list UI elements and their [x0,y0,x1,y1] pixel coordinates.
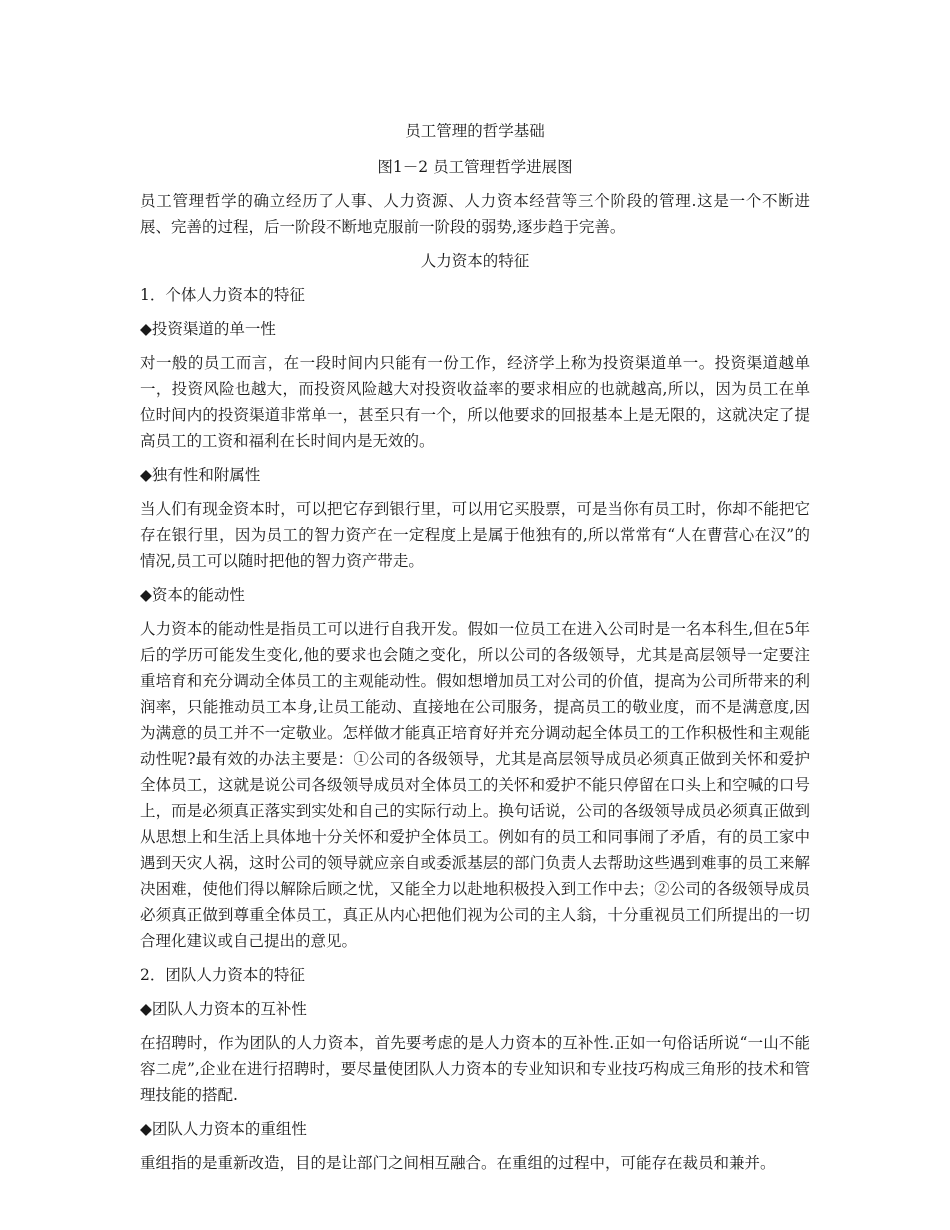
section-title: 人力资本的特征 [420,252,530,270]
document-body [140,118,810,1184]
item-heading-investment-channel: ◆投资渠道的单一性 [140,320,276,338]
item-text-initiative: 人力资本的能动性是指员工可以进行自我开发。假如一位员工在进入公司时是一名本科生,但在5年后的学历可能发生变化,他的要求也会随之变化，所以公司的各级领导，尤其是高层领导一定要注重培育和充分调动全体员工的主观能动性。假如想增加员工对公司的价值，提高为公司所带来的利润率，只能推动员工本身,让员工能动、直接地在公司服务，提高员工的敬业度，而不是满意度,因为满意的员工并不一定敬业。怎样做才能真正培育好并充分调动起全体员工的工作积极性和主观能动性呢?最有效的办法主要是：①公司的各级领导，尤其是高层领导成员必须真正做到关怀和爱护全体员工，这就是说公司各级领导成员对全体员工的关怀和爱护不能只停留在口头上和空喊的口号上，而是必须真正落实到实处和自己的实际行动上。换句话说，公司的各级领导成员必须真正做到从思想上和生活上具体地十分关怀和爱护全体员工。例如有的员工和同事闹了矛盾，有的员工家中遇到天灾人祸，这时公司的领导就应亲自或委派基层的部门负责人去帮助这些遇到难事的员工来解决困难，使他们得以解除后顾之忧，又能全力以赴地积极投入到工作中去；②公司的各级领导成员必须真正做到尊重全体员工，真正从内心把他们视为公司的主人翁，十分重视员工们所提出的一切合理化建议或自己提出的意见。 [140,620,810,950]
part1-heading: 1．个体人力资本的特征 [140,286,305,304]
part2-heading: 2．团队人力资本的特征 [140,966,305,984]
item-heading-initiative: ◆资本的能动性 [140,586,245,604]
item-heading-complementarity: ◆团队人力资本的互补性 [140,1000,307,1018]
intro-paragraph: 员工管理哲学的确立经历了人事、人力资源、人力资本经营等三个阶段的管理.这是一个不断进展、完善的过程，后一阶段不断地克服前一阶段的弱势,逐步趋于完善。 [140,192,810,236]
item-text-reorganization: 重组指的是重新改造，目的是让部门之间相互融合。在重组的过程中，可能存在裁员和兼并。 [140,1154,776,1172]
item-heading-exclusivity: ◆独有性和附属性 [140,466,261,484]
doc-title: 员工管理的哲学基础 [405,122,545,140]
item-text-exclusivity: 当人们有现金资本时，可以把它存到银行里，可以用它买股票，可是当你有员工时，你却不能把它存在银行里，因为员工的智力资产在一定程度上是属于他独有的,所以常常有“人在曹营心在汉”的情况,员工可以随时把他的智力资产带走。 [140,500,810,570]
item-text-investment-channel: 对一般的员工而言，在一段时间内只能有一份工作，经济学上称为投资渠道单一。投资渠道越单一，投资风险也越大，而投资风险越大对投资收益率的要求相应的也就越高,所以，因为员工在单位时间内的投资渠道非常单一，甚至只有一个，所以他要求的回报基本上是无限的，这就决定了提高员工的工资和福利在长时间内是无效的。 [140,354,810,450]
item-heading-reorganization: ◆团队人力资本的重组性 [140,1120,307,1138]
figure-caption: 图1－2 员工管理哲学进展图 [377,158,573,176]
item-text-complementarity: 在招聘时，作为团队的人力资本，首先要考虑的是人力资本的互补性.正如一句俗话所说“一山不能容二虎”,企业在进行招聘时，要尽量使团队人力资本的专业知识和专业技巧构成三角形的技术和管理技能的搭配. [140,1034,810,1104]
